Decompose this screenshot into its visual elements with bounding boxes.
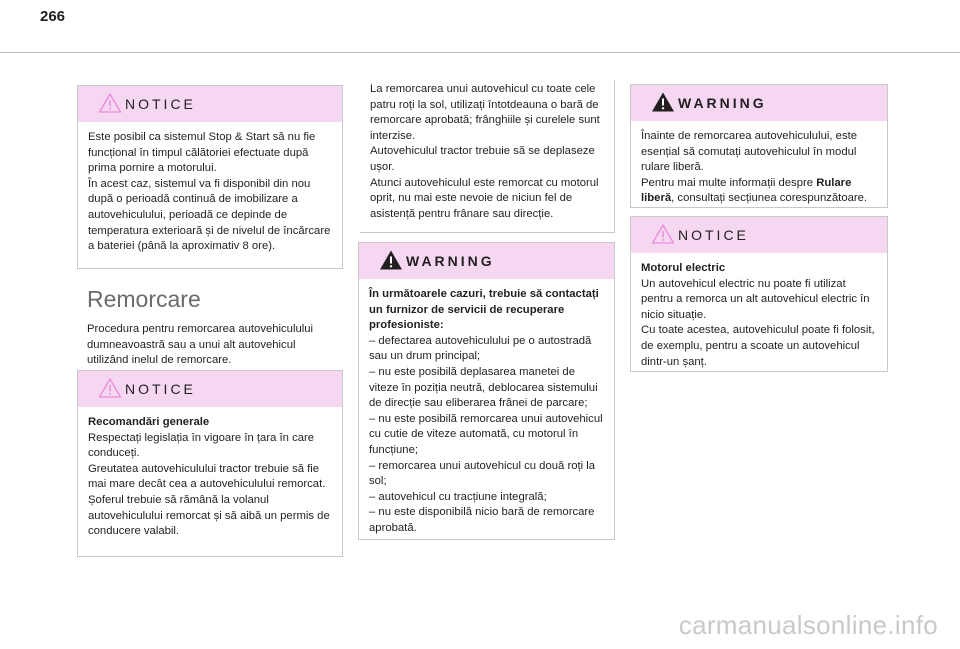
notice-body <box>78 407 342 550</box>
warning-body <box>359 279 614 547</box>
warning-text: , consultați secțiunea corespunzătoare. <box>671 192 868 205</box>
notice-paragraph: Șoferul trebuie să rămână la volanul autovehiculului remorcat și să aibă un permis de conducere valabil. <box>88 493 330 538</box>
towing-paragraph: Atunci autovehiculul este remorcat cu motorul oprit, nu mai este nevoie de niciun fel de asistență pentru frânare sau direcție. <box>370 176 599 220</box>
header-divider <box>0 52 960 53</box>
warning-subtitle: În următoarele cazuri, trebuie să contactați un furnizor de servicii de recuperare profesioniste: <box>369 288 599 332</box>
towing-instructions-box <box>360 80 615 233</box>
warning-list-item: – remorcarea unui autovehicul cu două roți la sol; <box>369 459 596 488</box>
warning-list-item: – autovehicul cu tracțiune integrală; <box>369 490 547 503</box>
notice-header <box>78 86 342 122</box>
warning-list-item: – nu este posibilă remorcarea unui autovehicul cu cutie de viteze automată, cu motorul în funcțiune; <box>369 412 603 456</box>
warning-triangle-icon <box>651 91 675 113</box>
notice-header <box>631 217 887 253</box>
notice-paragraph: În acest caz, sistemul va fi disponibil din nou după o perioadă continuă de imobilizare a autovehiculului, perioadă ce depinde de temperatura exterioară și de nivelul de încărcare a bateriei (până la aproximativ 8 ore). <box>88 177 331 253</box>
warning-free-wheel-box <box>630 84 888 208</box>
page-number: 266 <box>40 8 66 25</box>
warning-title: WARNING <box>406 253 495 269</box>
notice-triangle-icon <box>651 223 675 245</box>
warning-list-item: – defectarea autovehiculului pe o autostradă sau un drum principal; <box>369 334 592 363</box>
warning-list-item: – nu este disponibilă nicio bară de remorcare aprobată. <box>369 506 595 534</box>
notice-subtitle: Recomandări generale <box>88 416 210 428</box>
notice-title: NOTICE <box>125 381 196 397</box>
warning-body <box>631 121 887 217</box>
notice-body <box>631 253 887 380</box>
towing-paragraph: La remorcarea unui autovehicul cu toate cele patru roți la sol, utilizați întotdeauna o bară de remorcare aprobată; frânghiile și curelele sunt interzise. <box>370 83 600 142</box>
watermark: carmanualsonline.info <box>678 610 938 640</box>
notice-paragraph: Este posibil ca sistemul Stop & Start să nu fie funcțional în timpul călătoriei efectuate după prima pornire a motorului. <box>88 131 316 175</box>
towing-paragraph: Autovehiculul tractor trebuie să se deplaseze ușor. <box>370 145 595 173</box>
free-wheel-mode-term: Rulare liberă <box>641 176 852 205</box>
warning-list-item: – nu este posibilă deplasarea manetei de viteze în poziția neutră, deblocarea sistemului de direcție sau eliberarea frânei de parcare; <box>369 365 598 410</box>
notice-subtitle: Motorul electric <box>641 262 726 274</box>
section-title: Remorcare <box>87 286 201 312</box>
warning-triangle-icon <box>379 249 403 271</box>
notice-body <box>78 122 342 265</box>
notice-stop-start-box <box>77 85 343 269</box>
warning-header <box>359 243 614 279</box>
warning-paragraph: Înainte de remorcarea autovehiculului, este esențial să comutați autovehiculul în modul rulare liberă. <box>641 130 858 174</box>
notice-header <box>78 371 342 407</box>
warning-header <box>631 85 887 121</box>
notice-triangle-icon <box>98 92 122 114</box>
notice-title: NOTICE <box>125 96 196 112</box>
notice-paragraph: Greutatea autovehiculului tractor trebuie să fie mai mare decât cea a autovehiculului remorcat. <box>88 462 326 491</box>
warning-recovery-box <box>358 242 615 540</box>
notice-general-box <box>77 370 343 557</box>
warning-paragraph <box>641 176 877 207</box>
notice-electric-box <box>630 216 888 372</box>
notice-title: NOTICE <box>678 227 749 243</box>
notice-paragraph: Cu toate acestea, autovehiculul poate fi folosit, de exemplu, pentru a scoate un autovehicul dintr-un șanț. <box>641 324 875 368</box>
warning-title: WARNING <box>678 95 767 111</box>
notice-paragraph: Un autovehicul electric nu poate fi utilizat pentru a remorca un alt autovehicul electric în nicio situație. <box>641 277 870 321</box>
notice-paragraph: Respectați legislația în vigoare în țara în care conduceți. <box>88 431 315 460</box>
section-intro: Procedura pentru remorcarea autovehiculului dumneavoastră sau a unui alt autovehicul utilizând inelul de remorcare. <box>87 323 314 367</box>
notice-triangle-icon <box>98 377 122 399</box>
warning-text: Pentru mai multe informații despre <box>641 176 817 189</box>
